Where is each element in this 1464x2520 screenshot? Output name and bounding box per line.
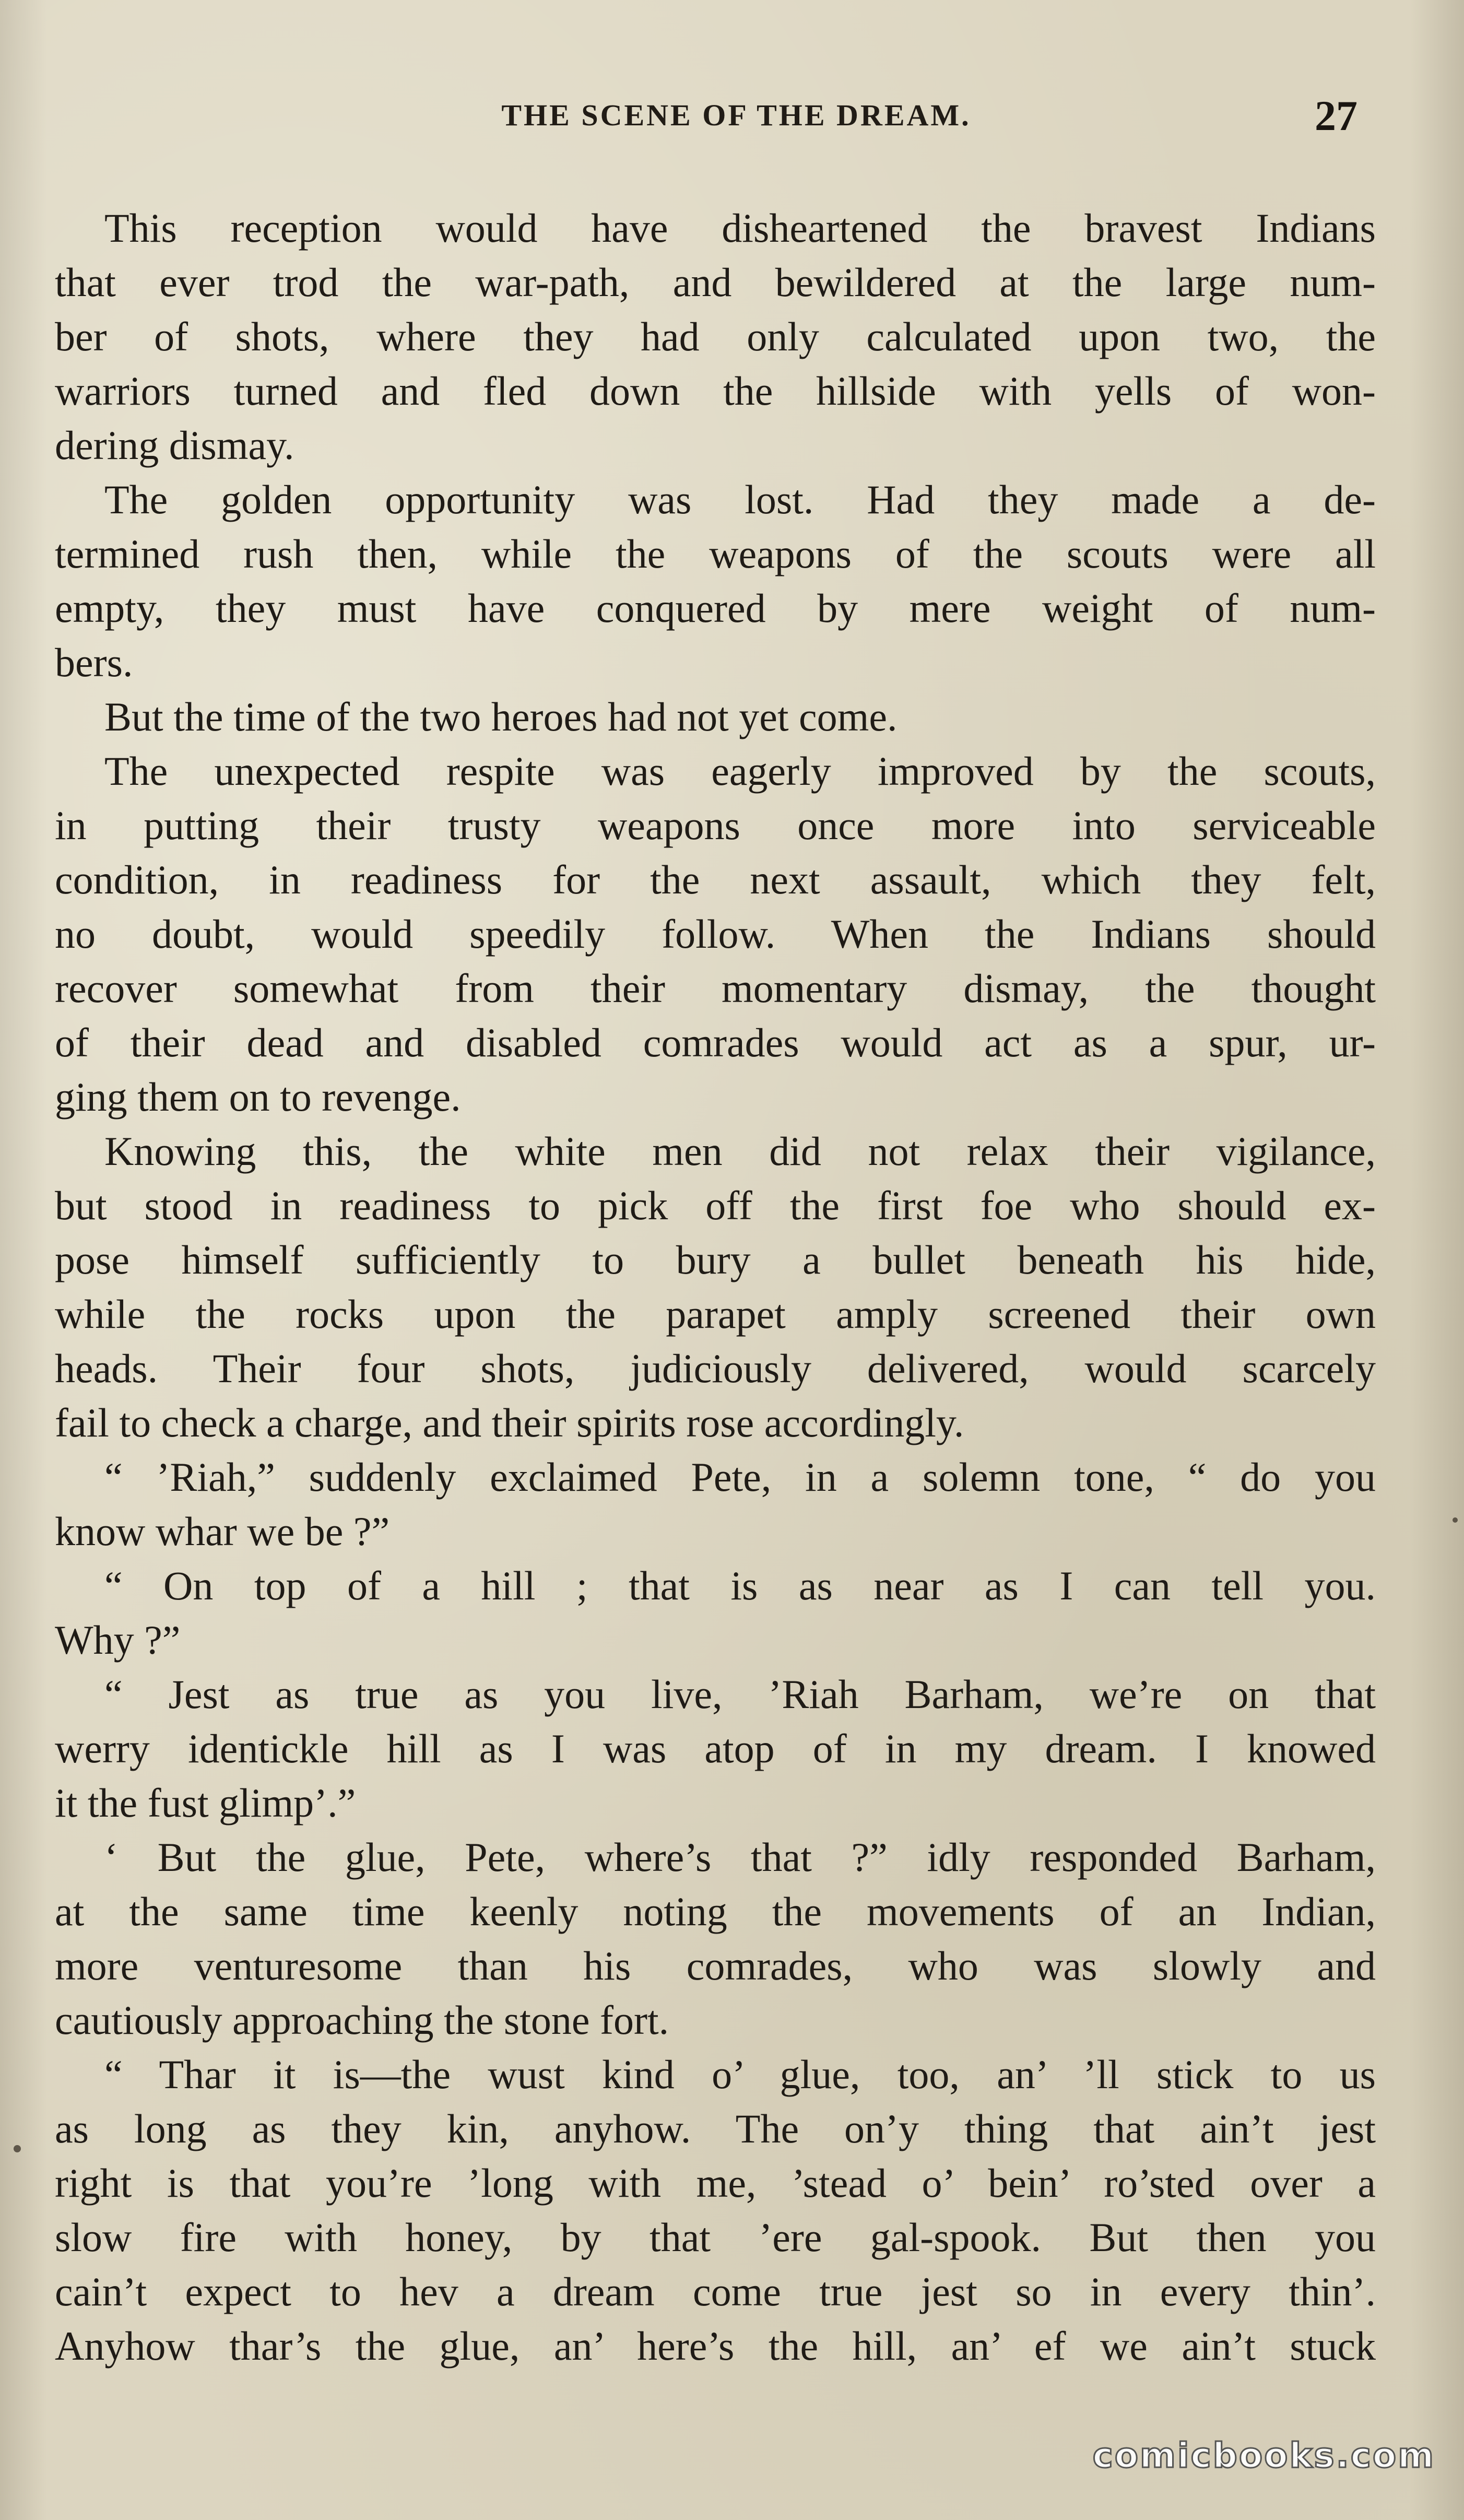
text-line: But the time of the two heroes had not yet come. — [104, 694, 898, 739]
text-line: termined rush then, while the weapons of the scouts were all — [55, 531, 1376, 576]
text-line: condition, in readiness for the next assault, which they felt, — [55, 857, 1376, 902]
text-line: slow fire with honey, by that ’ere gal-spook. But then you — [55, 2215, 1376, 2260]
text-line: fail to check a charge, and their spirits rose accordingly. — [55, 1400, 964, 1445]
body-text — [55, 201, 1376, 2373]
text-line: dering dismay. — [55, 422, 294, 468]
text-line: Why ?” — [55, 1617, 181, 1663]
text-line: “ Thar it is—the wust kind o’ glue, too, an’ ’ll stick to us — [104, 2052, 1376, 2097]
text-line: but stood in readiness to pick off the first foe who should ex- — [55, 1183, 1376, 1228]
text-line: more venturesome than his comrades, who was slowly and — [55, 1943, 1376, 1988]
text-line: ‘ But the glue, Pete, where’s that ?” idly responded Barham, — [104, 1834, 1376, 1880]
text-line: cain’t expect to hev a dream come true jest so in every thin’. — [55, 2269, 1376, 2314]
ink-speck — [1453, 1517, 1458, 1523]
text-line: The golden opportunity was lost. Had they made a de- — [104, 477, 1376, 522]
text-line: at the same time keenly noting the movements of an Indian, — [55, 1889, 1376, 1934]
text-line: ber of shots, where they had only calculated upon two, the — [55, 314, 1376, 359]
text-line: no doubt, would speedily follow. When the Indians should — [55, 911, 1376, 957]
text-line: “ ’Riah,” suddenly exclaimed Pete, in a solemn tone, “ do you — [104, 1454, 1376, 1500]
text-line: cautiously approaching the stone fort. — [55, 1997, 669, 2043]
running-head — [99, 91, 1373, 144]
text-line: bers. — [55, 640, 133, 685]
text-line: it the fust glimp’.” — [55, 1780, 356, 1826]
text-line: that ever trod the war-path, and bewildered at the large num- — [55, 260, 1376, 305]
text-line: know whar we be ?” — [55, 1509, 390, 1554]
running-head-title: THE SCENE OF THE DREAM. — [501, 98, 971, 132]
watermark: comicbooks.com — [1092, 2435, 1435, 2476]
text-line: empty, they must have conquered by mere weight of num- — [55, 585, 1376, 631]
text-line: warriors turned and fled down the hillside with yells of won- — [55, 368, 1376, 414]
text-line: pose himself sufficiently to bury a bullet beneath his hide, — [55, 1237, 1376, 1282]
text-line: in putting their trusty weapons once more into serviceable — [55, 803, 1376, 848]
ink-speck — [14, 2145, 21, 2152]
text-line: The unexpected respite was eagerly improved by the scouts, — [104, 748, 1376, 794]
text-line: Anyhow thar’s the glue, an’ here’s the hill, an’ ef we ain’t stuck — [55, 2323, 1376, 2369]
text-line: right is that you’re ’long with me, ’stead o’ bein’ ro’sted over a — [55, 2160, 1376, 2206]
text-line: This reception would have disheartened the bravest Indians — [104, 205, 1376, 251]
text-line: “ Jest as true as you live, ’Riah Barham, we’re on that — [104, 1671, 1376, 1717]
text-line: recover somewhat from their momentary dismay, the thought — [55, 965, 1376, 1011]
text-line: werry identickle hill as I was atop of in my dream. I knowed — [55, 1726, 1376, 1771]
text-line: Knowing this, the white men did not relax their vigilance, — [104, 1128, 1376, 1174]
text-line: “ On top of a hill ; that is as near as I can tell you. — [104, 1563, 1376, 1608]
text-line: while the rocks upon the parapet amply screened their own — [55, 1291, 1376, 1337]
page-number: 27 — [1315, 92, 1357, 139]
text-line: heads. Their four shots, judiciously delivered, would scarcely — [55, 1346, 1376, 1391]
text-line: of their dead and disabled comrades would act as a spur, ur- — [55, 1020, 1376, 1065]
text-line: as long as they kin, anyhow. The on’y thing that ain’t jest — [55, 2106, 1376, 2151]
text-line: ging them on to revenge. — [55, 1074, 461, 1120]
